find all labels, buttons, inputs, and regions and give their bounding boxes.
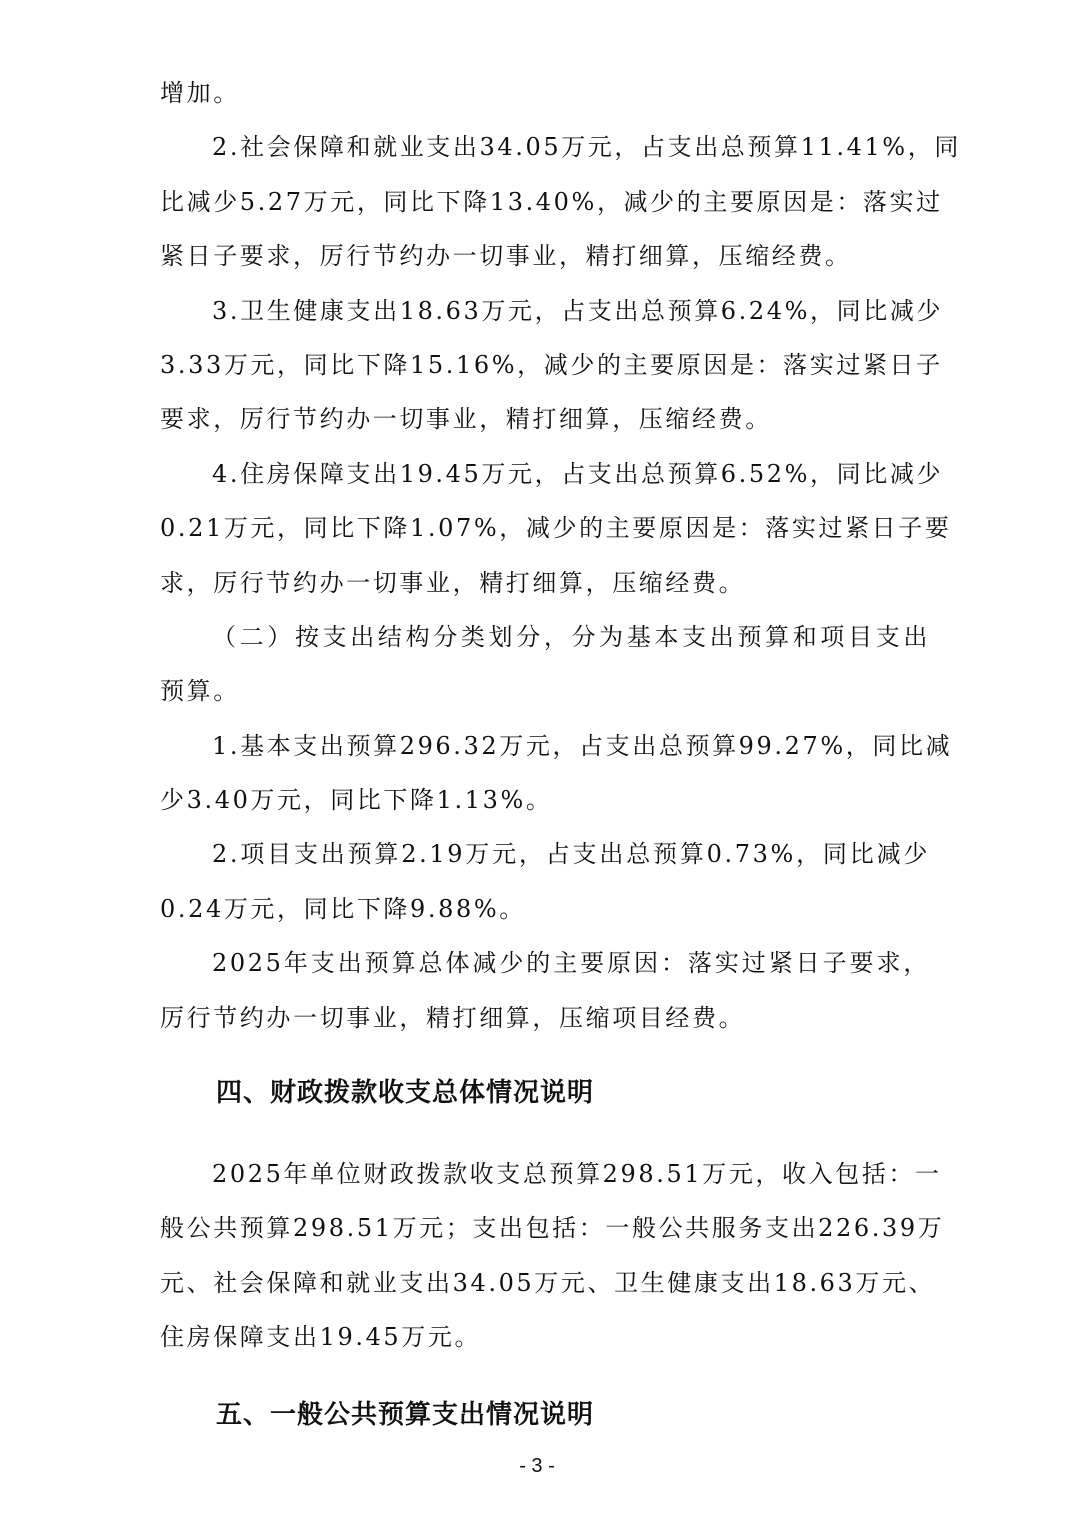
text-line: 求，厉行节约办一切事业，精打细算，压缩经费。 <box>160 568 746 597</box>
section-heading-five: 五、一般公共预算支出情况说明 <box>216 1399 595 1430</box>
page-number: - 3 - <box>519 1455 555 1477</box>
text-line: 元、社会保障和就业支出34.05万元、卫生健康支出18.63万元、 <box>160 1268 936 1297</box>
text-line: 2025年单位财政拨款收支总预算298.51万元，收入包括：一 <box>212 1160 942 1189</box>
text-line: 要求，厉行节约办一切事业，精打细算，压缩经费。 <box>160 405 772 434</box>
text-line: 预算。 <box>160 677 240 706</box>
paragraphs-fiscal-overview <box>160 1147 945 1365</box>
text-line: 0.24万元，同比下降9.88%。 <box>160 894 526 923</box>
text-line: 1.基本支出预算296.32万元，占支出总预算99.27%，同比减 <box>212 731 953 760</box>
text-line: 增加。 <box>160 79 240 107</box>
body-text <box>160 66 961 1435</box>
text-line: （二）按支出结构分类划分，分为基本支出预算和项目支出 <box>212 622 930 651</box>
text-line: 3.33万元，同比下降15.16%，减少的主要原因是：落实过紧日子 <box>160 350 943 379</box>
text-line: 3.卫生健康支出18.63万元，占支出总预算6.24%，同比减少 <box>212 296 944 325</box>
text-line: 0.21万元，同比下降1.07%，减少的主要原因是：落实过紧日子要 <box>160 514 952 543</box>
text-line: 比减少5.27万元，同比下降13.40%，减少的主要原因是：落实过 <box>160 187 943 216</box>
text-line: 紧日子要求，厉行节约办一切事业，精打细算，压缩经费。 <box>160 242 852 271</box>
text-line: 2025年支出预算总体减少的主要原因：落实过紧日子要求， <box>212 949 930 978</box>
text-line: 住房保障支出19.45万元。 <box>160 1323 482 1352</box>
text-line: 2.项目支出预算2.19万元，占支出总预算0.73%，同比减少 <box>212 840 930 869</box>
text-line: 厉行节约办一切事业，精打细算，压缩项目经费。 <box>160 1003 746 1032</box>
text-line: 2.社会保障和就业支出34.05万元，占支出总预算11.41%，同 <box>212 133 961 162</box>
text-line: 般公共预算298.51万元；支出包括：一般公共服务支出226.39万 <box>160 1214 945 1243</box>
section-heading-four: 四、财政拨款收支总体情况说明 <box>216 1078 595 1109</box>
text-line: 少3.40万元，同比下降1.13%。 <box>160 786 553 815</box>
text-line: 4.住房保障支出19.45万元，占支出总预算6.52%，同比减少 <box>212 459 944 488</box>
paragraphs-expenditure-breakdown <box>160 66 961 1045</box>
